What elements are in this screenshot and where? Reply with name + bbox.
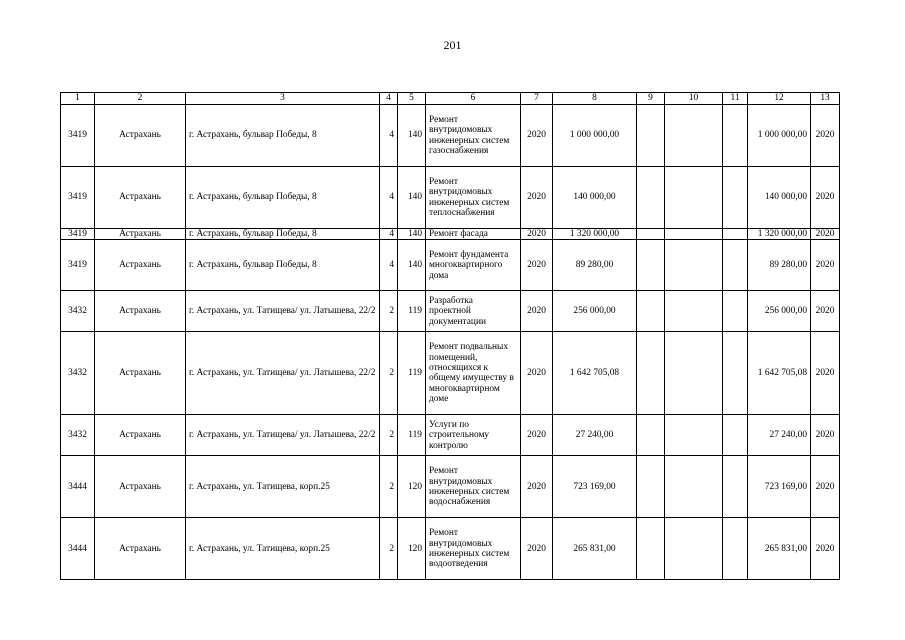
year-cell: 2020: [521, 240, 553, 291]
year-cell: 2020: [521, 105, 553, 167]
table-row: [61, 518, 840, 580]
column-11-cell: [723, 105, 748, 167]
cost-cell: 140 000,00: [553, 167, 637, 229]
column-5-cell: 140: [398, 240, 426, 291]
work-type-cell: Услуги по строительному контролю: [426, 415, 521, 456]
column-10-cell: [665, 240, 723, 291]
column-5-cell: 119: [398, 415, 426, 456]
column-header: 8: [553, 93, 637, 105]
completion-year-cell: 2020: [811, 105, 840, 167]
column-header: 5: [398, 93, 426, 105]
object-id-cell: 3432: [61, 332, 95, 415]
address-cell: г. Астрахань, бульвар Победы, 8: [186, 167, 380, 229]
total-cost-cell: 1 000 000,00: [748, 105, 811, 167]
table-row: [61, 456, 840, 518]
table-row: [61, 105, 840, 167]
object-id-cell: 3444: [61, 518, 95, 580]
work-type-cell: Ремонт внутридомовых инженерных систем водоснабжения: [426, 456, 521, 518]
year-cell: 2020: [521, 415, 553, 456]
column-header: 9: [637, 93, 665, 105]
column-9-cell: [637, 332, 665, 415]
address-cell: г. Астрахань, ул. Татищева, корп.25: [186, 456, 380, 518]
page-number: 201: [443, 38, 462, 52]
column-header: 2: [95, 93, 186, 105]
address-cell: г. Астрахань, бульвар Победы, 8: [186, 240, 380, 291]
cost-cell: 1 000 000,00: [553, 105, 637, 167]
column-header: 12: [748, 93, 811, 105]
column-header: 11: [723, 93, 748, 105]
column-10-cell: [665, 518, 723, 580]
total-cost-cell: 723 169,00: [748, 456, 811, 518]
completion-year-cell: 2020: [811, 518, 840, 580]
work-type-cell: Ремонт подвальных помещений, относящихся к общему имуществу в многоквартирном доме: [426, 332, 521, 415]
column-10-cell: [665, 415, 723, 456]
column-10-cell: [665, 332, 723, 415]
total-cost-cell: 27 240,00: [748, 415, 811, 456]
column-4-cell: 4: [380, 240, 398, 291]
completion-year-cell: 2020: [811, 229, 840, 240]
work-type-cell: Ремонт внутридомовых инженерных систем водоотведения: [426, 518, 521, 580]
total-cost-cell: 1 320 000,00: [748, 229, 811, 240]
column-9-cell: [637, 291, 665, 332]
column-9-cell: [637, 167, 665, 229]
table-row: [61, 229, 840, 240]
city-cell: Астрахань: [95, 456, 186, 518]
repair-program-table: [60, 92, 840, 580]
column-9-cell: [637, 518, 665, 580]
object-id-cell: 3432: [61, 291, 95, 332]
column-10-cell: [665, 291, 723, 332]
column-header: 1: [61, 93, 95, 105]
column-4-cell: 2: [380, 456, 398, 518]
column-5-cell: 140: [398, 167, 426, 229]
column-header: 10: [665, 93, 723, 105]
completion-year-cell: 2020: [811, 456, 840, 518]
city-cell: Астрахань: [95, 415, 186, 456]
cost-cell: 27 240,00: [553, 415, 637, 456]
column-4-cell: 2: [380, 291, 398, 332]
completion-year-cell: 2020: [811, 291, 840, 332]
table-row: [61, 167, 840, 229]
column-5-cell: 120: [398, 456, 426, 518]
city-cell: Астрахань: [95, 240, 186, 291]
column-4-cell: 2: [380, 332, 398, 415]
column-5-cell: 120: [398, 518, 426, 580]
object-id-cell: 3419: [61, 167, 95, 229]
cost-cell: 1 320 000,00: [553, 229, 637, 240]
column-header: 7: [521, 93, 553, 105]
column-4-cell: 4: [380, 105, 398, 167]
object-id-cell: 3419: [61, 229, 95, 240]
table-row: [61, 332, 840, 415]
column-5-cell: 119: [398, 332, 426, 415]
column-9-cell: [637, 415, 665, 456]
total-cost-cell: 89 280,00: [748, 240, 811, 291]
column-header: 6: [426, 93, 521, 105]
column-11-cell: [723, 291, 748, 332]
object-id-cell: 3444: [61, 456, 95, 518]
total-cost-cell: 140 000,00: [748, 167, 811, 229]
work-type-cell: Ремонт внутридомовых инженерных систем газоснабжения: [426, 105, 521, 167]
city-cell: Астрахань: [95, 229, 186, 240]
year-cell: 2020: [521, 229, 553, 240]
city-cell: Астрахань: [95, 167, 186, 229]
address-cell: г. Астрахань, ул. Татищева/ ул. Латышева, 22/2: [186, 415, 380, 456]
work-type-cell: Ремонт фундамента многоквартирного дома: [426, 240, 521, 291]
column-9-cell: [637, 229, 665, 240]
column-header: 3: [186, 93, 380, 105]
column-5-cell: 140: [398, 105, 426, 167]
work-type-cell: Ремонт фасада: [426, 229, 521, 240]
column-9-cell: [637, 240, 665, 291]
city-cell: Астрахань: [95, 291, 186, 332]
completion-year-cell: 2020: [811, 415, 840, 456]
table-row: [61, 240, 840, 291]
column-10-cell: [665, 456, 723, 518]
city-cell: Астрахань: [95, 332, 186, 415]
year-cell: 2020: [521, 291, 553, 332]
total-cost-cell: 256 000,00: [748, 291, 811, 332]
completion-year-cell: 2020: [811, 240, 840, 291]
cost-cell: 723 169,00: [553, 456, 637, 518]
address-cell: г. Астрахань, ул. Татищева/ ул. Латышева, 22/2: [186, 332, 380, 415]
table-row: [61, 415, 840, 456]
column-9-cell: [637, 456, 665, 518]
column-4-cell: 4: [380, 167, 398, 229]
total-cost-cell: 1 642 705,08: [748, 332, 811, 415]
address-cell: г. Астрахань, бульвар Победы, 8: [186, 105, 380, 167]
year-cell: 2020: [521, 456, 553, 518]
column-10-cell: [665, 105, 723, 167]
total-cost-cell: 265 831,00: [748, 518, 811, 580]
column-11-cell: [723, 332, 748, 415]
column-10-cell: [665, 229, 723, 240]
work-type-cell: Разработка проектной документации: [426, 291, 521, 332]
cost-cell: 89 280,00: [553, 240, 637, 291]
column-11-cell: [723, 456, 748, 518]
column-11-cell: [723, 167, 748, 229]
column-11-cell: [723, 229, 748, 240]
column-5-cell: 140: [398, 229, 426, 240]
address-cell: г. Астрахань, ул. Татищева, корп.25: [186, 518, 380, 580]
column-11-cell: [723, 240, 748, 291]
column-header: 4: [380, 93, 398, 105]
cost-cell: 265 831,00: [553, 518, 637, 580]
year-cell: 2020: [521, 518, 553, 580]
address-cell: г. Астрахань, бульвар Победы, 8: [186, 229, 380, 240]
column-header: 13: [811, 93, 840, 105]
work-type-cell: Ремонт внутридомовых инженерных систем теплоснабжения: [426, 167, 521, 229]
object-id-cell: 3419: [61, 240, 95, 291]
column-4-cell: 4: [380, 229, 398, 240]
column-9-cell: [637, 105, 665, 167]
year-cell: 2020: [521, 332, 553, 415]
object-id-cell: 3432: [61, 415, 95, 456]
completion-year-cell: 2020: [811, 167, 840, 229]
object-id-cell: 3419: [61, 105, 95, 167]
cost-cell: 1 642 705,08: [553, 332, 637, 415]
year-cell: 2020: [521, 167, 553, 229]
city-cell: Астрахань: [95, 518, 186, 580]
column-10-cell: [665, 167, 723, 229]
column-5-cell: 119: [398, 291, 426, 332]
table-header-row: [61, 93, 840, 105]
column-11-cell: [723, 518, 748, 580]
column-4-cell: 2: [380, 415, 398, 456]
city-cell: Астрахань: [95, 105, 186, 167]
column-11-cell: [723, 415, 748, 456]
address-cell: г. Астрахань, ул. Татищева/ ул. Латышева, 22/2: [186, 291, 380, 332]
table-row: [61, 291, 840, 332]
cost-cell: 256 000,00: [553, 291, 637, 332]
column-4-cell: 2: [380, 518, 398, 580]
completion-year-cell: 2020: [811, 332, 840, 415]
